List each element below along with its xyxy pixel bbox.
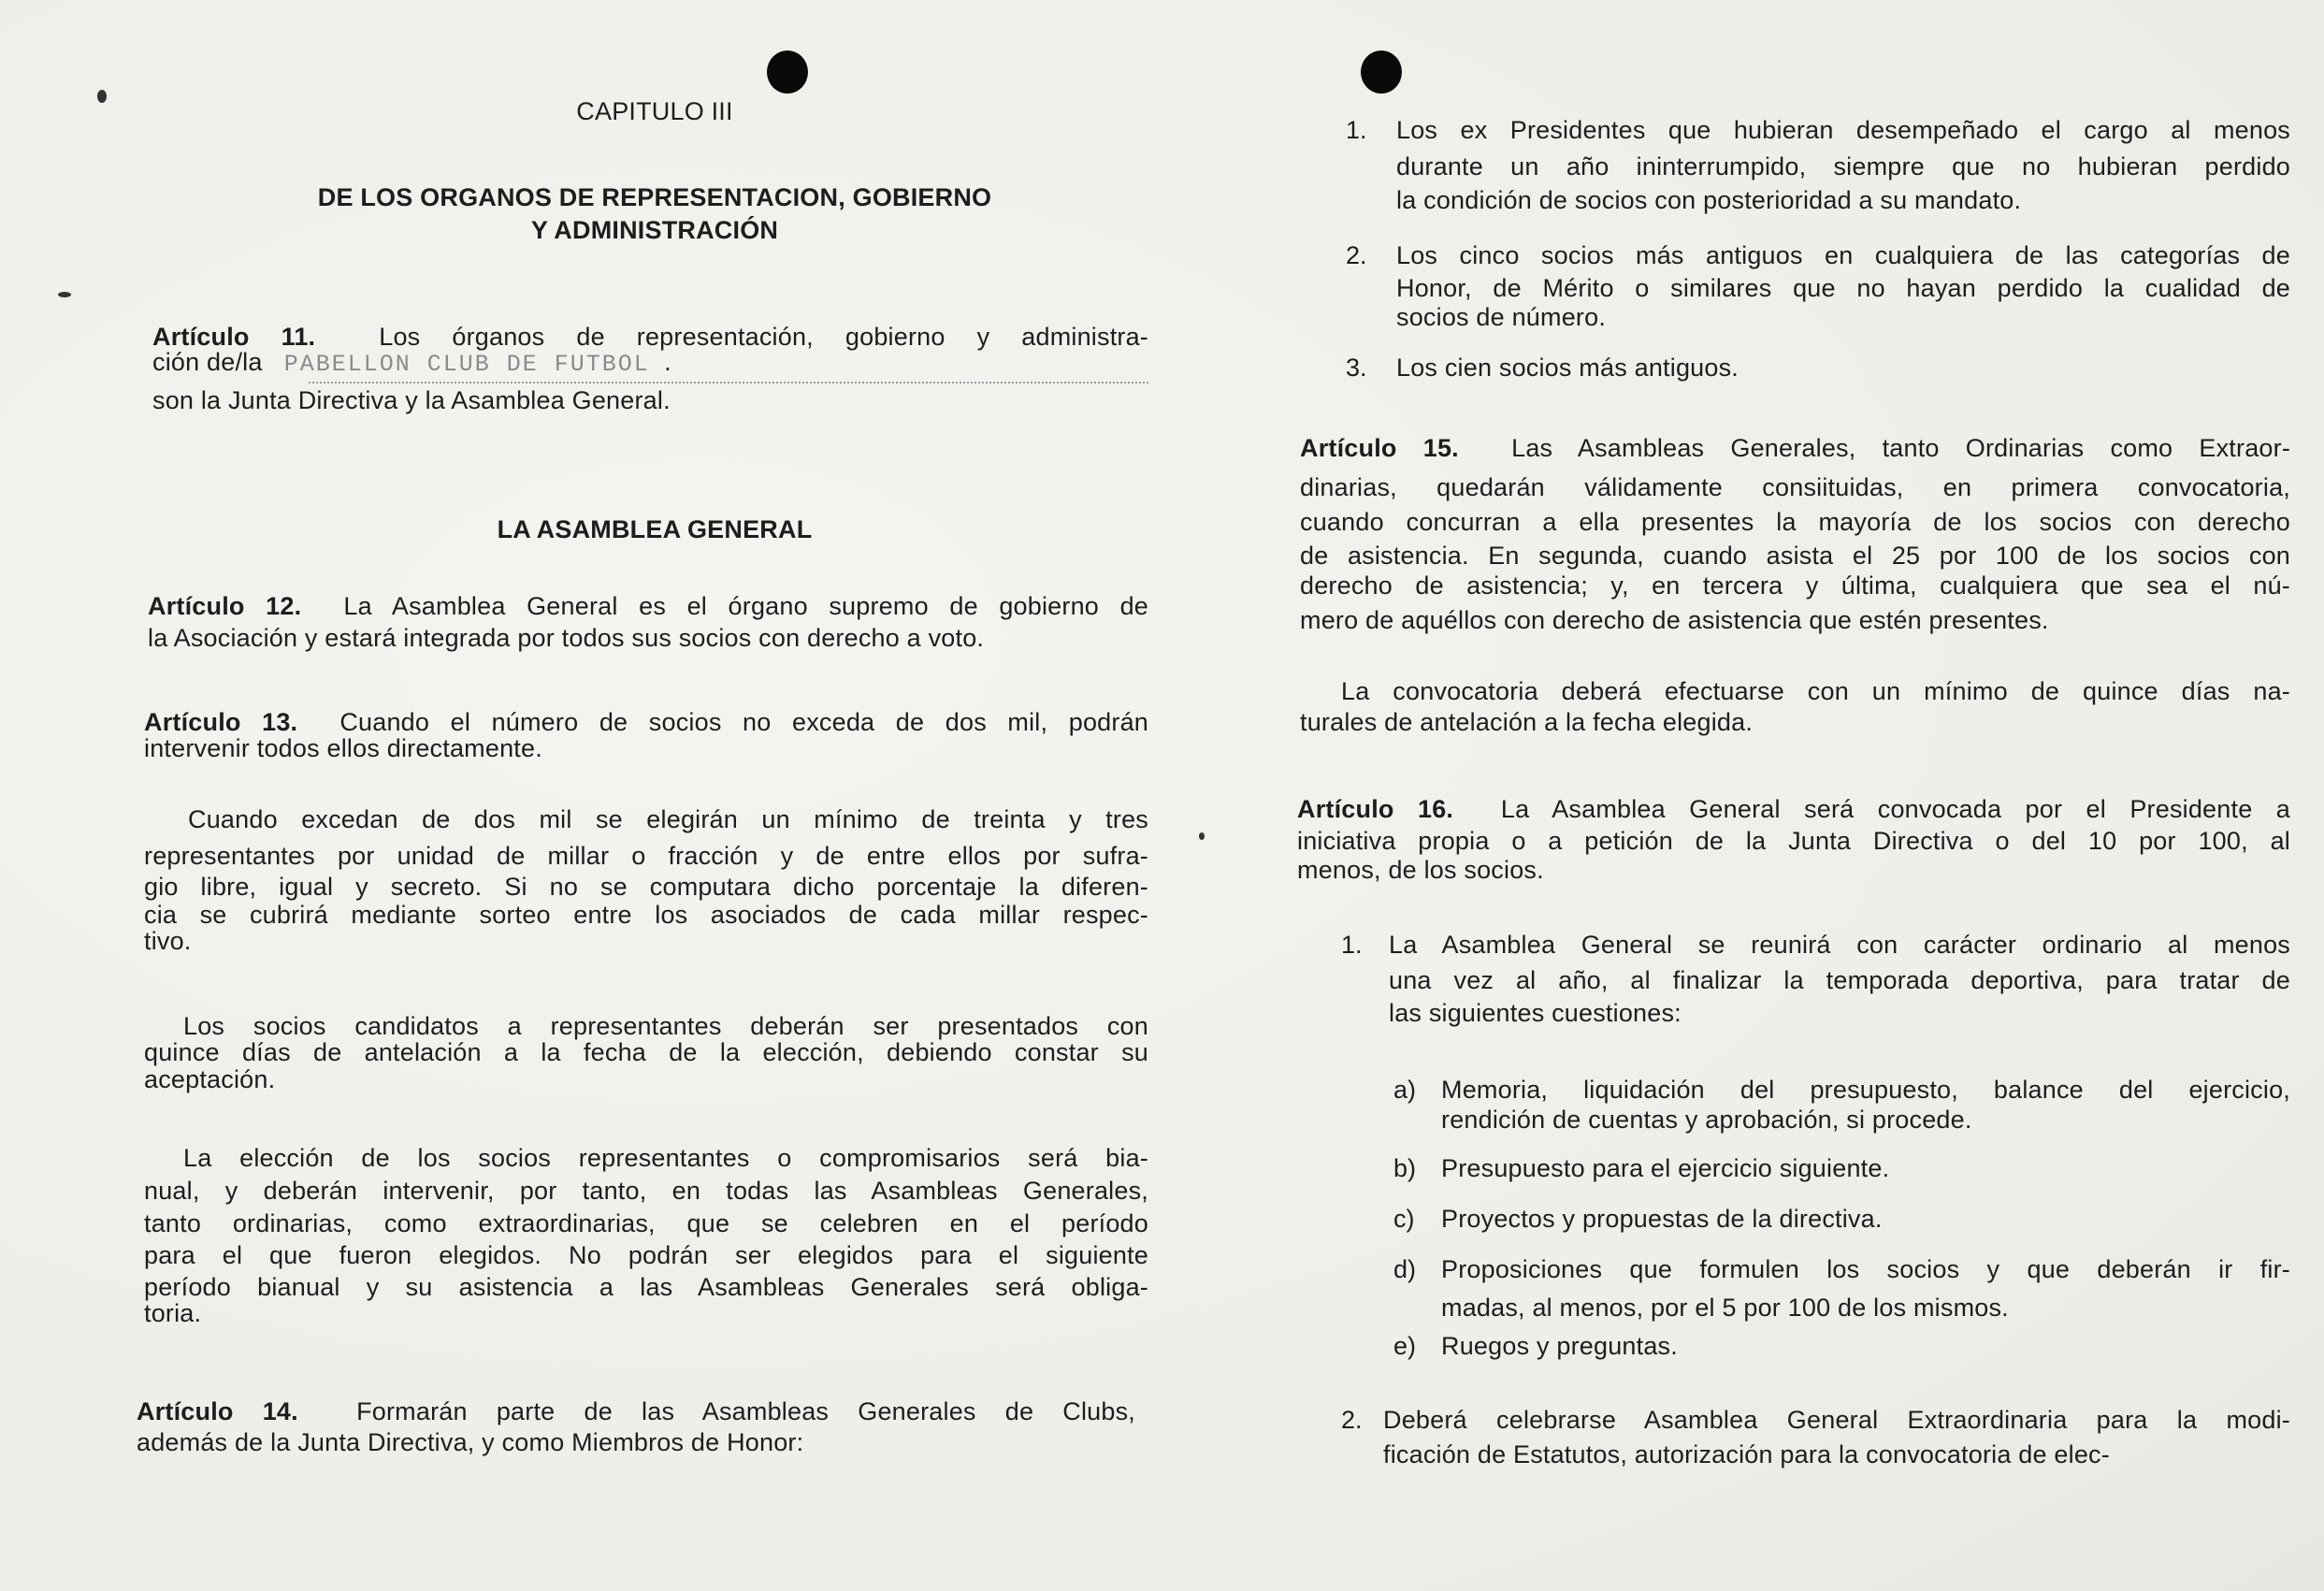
right-column-text-line: la condición de socios con posterioridad a su mandato. <box>1396 186 2022 214</box>
article-11-line <box>152 346 1148 378</box>
article-text: ción de/la <box>152 348 263 376</box>
left-column-text-line: La elección de los socios representantes o compromisarios será bia- <box>183 1144 1148 1172</box>
right-column-text-line: mero de aquéllos con derecho de asistencia que estén presentes. <box>1300 606 2049 634</box>
article-text: . <box>664 348 671 376</box>
right-column-text-line: una vez al año, al finalizar la temporada deportiva, para tratar de <box>1389 966 2290 994</box>
left-column-text-line: Artículo 13. Cuando el número de socios no exceda de dos mil, podrán <box>144 708 1149 736</box>
right-column-text-line: Ruegos y preguntas. <box>1441 1332 1678 1360</box>
right-column-text-line: Proposiciones que formulen los socios y que deberán ir fir- <box>1441 1255 2290 1283</box>
right-column-text-line: Los cien socios más antiguos. <box>1396 354 1739 382</box>
punch-hole-right <box>1361 51 1402 94</box>
article-label: Artículo 13. <box>144 708 298 736</box>
left-column-text-line: intervenir todos ellos directamente. <box>144 734 542 762</box>
right-column-text-line: dinarias, quedarán válidamente consiituidas, en primera convocatoria, <box>1300 473 2290 501</box>
fill-in-dotted-line <box>309 382 1148 383</box>
article-11-line: son la Junta Directiva y la Asamblea General. <box>152 386 671 414</box>
scan-speck <box>97 90 107 103</box>
right-column-text-line: Deberá celebrarse Asamblea General Extraordinaria para la modi- <box>1383 1406 2290 1434</box>
article-label: Artículo 12. <box>148 592 302 620</box>
left-column-text-line: Los socios candidatos a representantes deberán ser presentados con <box>183 1012 1148 1040</box>
article-text: Los órganos de representación, gobierno y administra- <box>379 323 1149 351</box>
left-column-text-line: Artículo 14. Formarán parte de las Asambleas Generales de Clubs, <box>137 1397 1135 1425</box>
left-column-text-line: período bianual y su asistencia a las Asambleas Generales será obliga- <box>144 1273 1148 1301</box>
right-column-text-line: Los ex Presidentes que hubieran desempeñado el cargo al menos <box>1396 116 2290 144</box>
list-marker: 2. <box>1346 241 1367 269</box>
scan-speck <box>1199 832 1205 840</box>
chapter-heading-line: Y ADMINISTRACIÓN <box>530 216 779 244</box>
right-column-text-line: Presupuesto para el ejercicio siguiente. <box>1441 1154 1890 1182</box>
article-label: Artículo 16. <box>1297 795 1454 823</box>
right-column-text-line: derecho de asistencia; y, en tercera y última, cualquiera que sea el nú- <box>1300 571 2290 600</box>
right-column-text-line: Artículo 15. Las Asambleas Generales, tanto Ordinarias como Extraor- <box>1300 434 2291 462</box>
right-column-text-line: turales de antelación a la fecha elegida. <box>1300 708 1754 736</box>
list-marker: 1. <box>1341 931 1363 959</box>
left-column-text-line: además de la Junta Directiva, y como Miembros de Honor: <box>137 1428 804 1456</box>
right-column-text-line: rendición de cuentas y aprobación, si procede. <box>1441 1106 1972 1134</box>
list-marker: a) <box>1393 1076 1417 1104</box>
article-label: Artículo 15. <box>1300 434 1459 462</box>
left-column-text-line: representantes por unidad de millar o fracción y de entre ellos por sufra- <box>144 842 1148 870</box>
right-column-text-line: madas, al menos, por el 5 por 100 de los mismos. <box>1441 1294 2009 1322</box>
right-column-text-line: cuando concurran a ella presentes la mayoría de los socios con derecho <box>1300 508 2290 536</box>
left-column-text-line: nual, y deberán intervenir, por tanto, en todas las Asambleas Generales, <box>144 1177 1148 1205</box>
right-column-text-line: Artículo 16. La Asamblea General será convocada por el Presidente a <box>1297 795 2291 823</box>
list-marker: d) <box>1393 1255 1417 1283</box>
left-column-text-line: Artículo 12. La Asamblea General es el órgano supremo de gobierno de <box>148 592 1148 620</box>
right-column-text-line: durante un año ininterrumpido, siempre que no hubieran perdido <box>1396 152 2290 181</box>
scan-speck <box>58 292 71 297</box>
left-column-text-line: la Asociación y estará integrada por todos sus socios con derecho a voto. <box>148 624 985 652</box>
list-marker: 1. <box>1346 116 1367 144</box>
club-name-field: PABELLON CLUB DE FUTBOL <box>283 351 650 378</box>
list-marker: b) <box>1393 1154 1417 1182</box>
punch-hole-left <box>767 51 808 94</box>
left-column-text-line: Cuando excedan de dos mil se elegirán un mínimo de treinta y tres <box>188 805 1148 833</box>
right-column-text-line: Los cinco socios más antiguos en cualquiera de las categorías de <box>1396 241 2290 269</box>
article-label: Artículo 11. <box>152 323 316 351</box>
left-column-text-line: aceptación. <box>144 1065 276 1093</box>
right-column-text-line: Honor, de Mérito o similares que no hayan perdido la cualidad de <box>1396 274 2290 302</box>
right-column-text-line: de asistencia. En segunda, cuando asista el 25 por 100 de los socios con <box>1300 542 2290 570</box>
left-column-text-line: toria. <box>144 1299 202 1327</box>
right-column-text-line: Memoria, liquidación del presupuesto, balance del ejercicio, <box>1441 1076 2290 1104</box>
list-marker: c) <box>1393 1205 1415 1233</box>
left-column-text-line: quince días de antelación a la fecha de la elección, debiendo constar su <box>144 1038 1148 1066</box>
list-marker: 2. <box>1341 1406 1363 1434</box>
right-column-text-line: socios de número. <box>1396 303 1607 331</box>
list-marker: 3. <box>1346 354 1367 382</box>
left-column-text-line: cia se cubrirá mediante sorteo entre los asociados de cada millar respec- <box>144 901 1148 929</box>
chapter-title: CAPITULO III <box>576 97 733 125</box>
section-title: LA ASAMBLEA GENERAL <box>497 515 813 543</box>
left-column-text-line: gio libre, igual y secreto. Si no se computara dicho porcentaje la diferen- <box>144 873 1148 901</box>
article-label: Artículo 14. <box>137 1397 298 1425</box>
left-column-text-line: tivo. <box>144 927 192 955</box>
left-column-text-line: para el que fueron elegidos. No podrán ser elegidos para el siguiente <box>144 1241 1148 1269</box>
right-column-text-line: ficación de Estatutos, autorización para la convocatoria de elec- <box>1383 1440 2110 1468</box>
right-column-text-line: iniciativa propia o a petición de la Junta Directiva o del 10 por 100, al <box>1297 827 2290 855</box>
right-column-text-line: menos, de los socios. <box>1297 856 1544 884</box>
right-column-text-line: La convocatoria deberá efectuarse con un mínimo de quince días na- <box>1341 677 2290 705</box>
left-column-text-line: tanto ordinarias, como extraordinarias, que se celebren en el período <box>144 1209 1148 1237</box>
list-marker: e) <box>1393 1332 1417 1360</box>
right-column-text-line: las siguientes cuestiones: <box>1389 999 1682 1027</box>
right-column-text-line: Proyectos y propuestas de la directiva. <box>1441 1205 1883 1233</box>
right-column-text-line: La Asamblea General se reunirá con carácter ordinario al menos <box>1389 931 2290 959</box>
chapter-heading-line: DE LOS ORGANOS DE REPRESENTACION, GOBIERNO <box>317 183 992 211</box>
